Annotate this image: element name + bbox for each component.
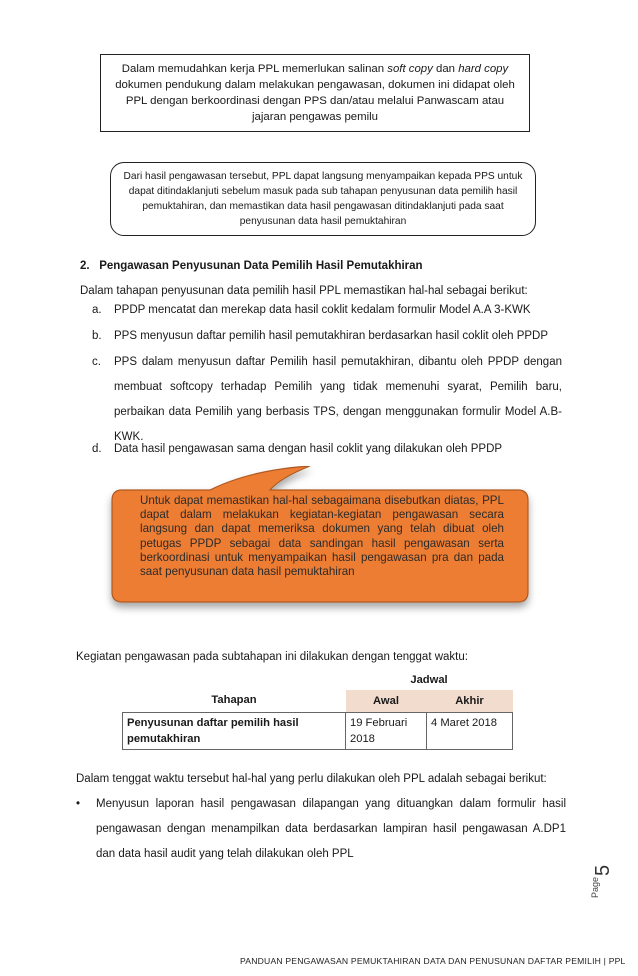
list-text: PPS dalam menyusun daftar Pemilih hasil pemutakhiran, dibantu oleh PPDP dengan membuat softcopy terhadap Pemilih yang tidak memenuhi syarat, Pemilih baru, perbaikan data Pemilih yang berbasis TPS, dengan menggunakan formulir Model A.B-KWK. <box>114 356 562 443</box>
col-akhir: Akhir <box>427 690 513 712</box>
bullet-icon: • <box>76 798 81 810</box>
list-item-d <box>92 436 562 462</box>
section-number: 2. <box>80 260 90 272</box>
list-text: Data hasil pengawasan sama dengan hasil coklit yang dilakukan oleh PPDP <box>114 443 503 455</box>
section-title: Pengawasan Penyusunan Data Pemilih Hasil Pemutakhiran <box>99 260 423 272</box>
page-label: Page <box>590 876 600 898</box>
schedule-table <box>122 668 513 750</box>
list-label: c. <box>92 356 101 368</box>
section-intro: Dalam tahapan penyusunan data pemilih hasil PPL memastikan hal-hal sebagai berikut: <box>80 285 528 297</box>
info-box-hard-copy: hard copy <box>458 63 509 75</box>
list-text: PPDP mencatat dan merekap data hasil coklit kedalam formulir Model A.A 3-KWK <box>114 304 531 316</box>
closing-intro: Dalam tenggat waktu tersebut hal-hal yang perlu dilakukan oleh PPL adalah sebagai berikut: <box>76 773 547 785</box>
col-tahapan: Tahapan <box>123 668 346 712</box>
list-label: d. <box>92 443 102 455</box>
page-number <box>590 852 630 902</box>
list-label: a. <box>92 304 102 316</box>
info-box-soft-hard-copy <box>100 54 530 132</box>
list-text: PPS menyusun daftar pemilih hasil pemutakhiran berdasarkan hasil coklit oleh PPDP <box>114 330 549 342</box>
schedule-intro: Kegiatan pengawasan pada subtahapan ini dilakukan dengan tenggat waktu: <box>76 651 468 663</box>
closing-bullet <box>76 792 566 867</box>
section-heading <box>80 260 423 272</box>
col-awal: Awal <box>346 690 427 712</box>
info-box-line1-mid: dan <box>432 63 459 75</box>
col-jadwal: Jadwal <box>410 674 448 686</box>
list-label: b. <box>92 330 102 342</box>
info-box-follow-up <box>110 162 536 236</box>
row-akhir: 4 Maret 2018 <box>427 712 513 749</box>
callout-text: Untuk dapat memastikan hal-hal sebagaimana disebutkan diatas, PPL dapat dalam melakukan kegiatan-kegiatan pengawasan secara langsung dan dapat memeriksa dokumen yang telah dibuat oleh petugas PPDP sebagai data sandingan hasil pengawasan serta berkoordinasi untuk menyampaikan hasil pengawasan pra dan pada saat penyusunan data hasil pemuktahiran <box>140 494 504 579</box>
closing-bullet-text: Menyusun laporan hasil pengawasan dilapangan yang dituangkan dalam formulir hasil pengawasan dengan menampilkan data berdasarkan lampiran hasil pengawasan A.DP1 dan data hasil audit yang telah dilakukan oleh PPL <box>96 798 566 860</box>
list-item-b <box>92 323 562 349</box>
info-box-follow-up-text: Dari hasil pengawasan tersebut, PPL dapat langsung menyampaikan kepada PPS untuk dapat ditindaklanjuti sebelum masuk pada sub tahapan penyusunan data pemilih hasil pemuktahiran, dan memastikan data hasil pengawasan ditindaklanjuti pada saat penyusunan data hasil pemuktahiran <box>123 171 523 227</box>
list-item-c <box>92 350 562 450</box>
row-tahapan: Penyusunan daftar pemilih hasil pemutakhiran <box>123 712 346 749</box>
row-awal: 19 Februari 2018 <box>346 712 427 749</box>
list-item-a <box>92 297 562 323</box>
info-box-rest: dokumen pendukung dalam melakukan pengawasan, dokumen ini didapat oleh PPL dengan berkoordinasi dengan PPS dan/atau melalui Panwascam atau jajaran pengawas pemilu <box>115 79 515 123</box>
info-box-line1-pre: Dalam memudahkan kerja PPL memerlukan salinan <box>121 63 388 75</box>
info-box-soft-copy: soft copy <box>387 63 433 75</box>
page-footer: PANDUAN PENGAWASAN PEMUKTAHIRAN DATA DAN PENUSUNAN DAFTAR PEMILIH | PPL <box>240 956 626 966</box>
page-digit: 5 <box>592 864 614 876</box>
